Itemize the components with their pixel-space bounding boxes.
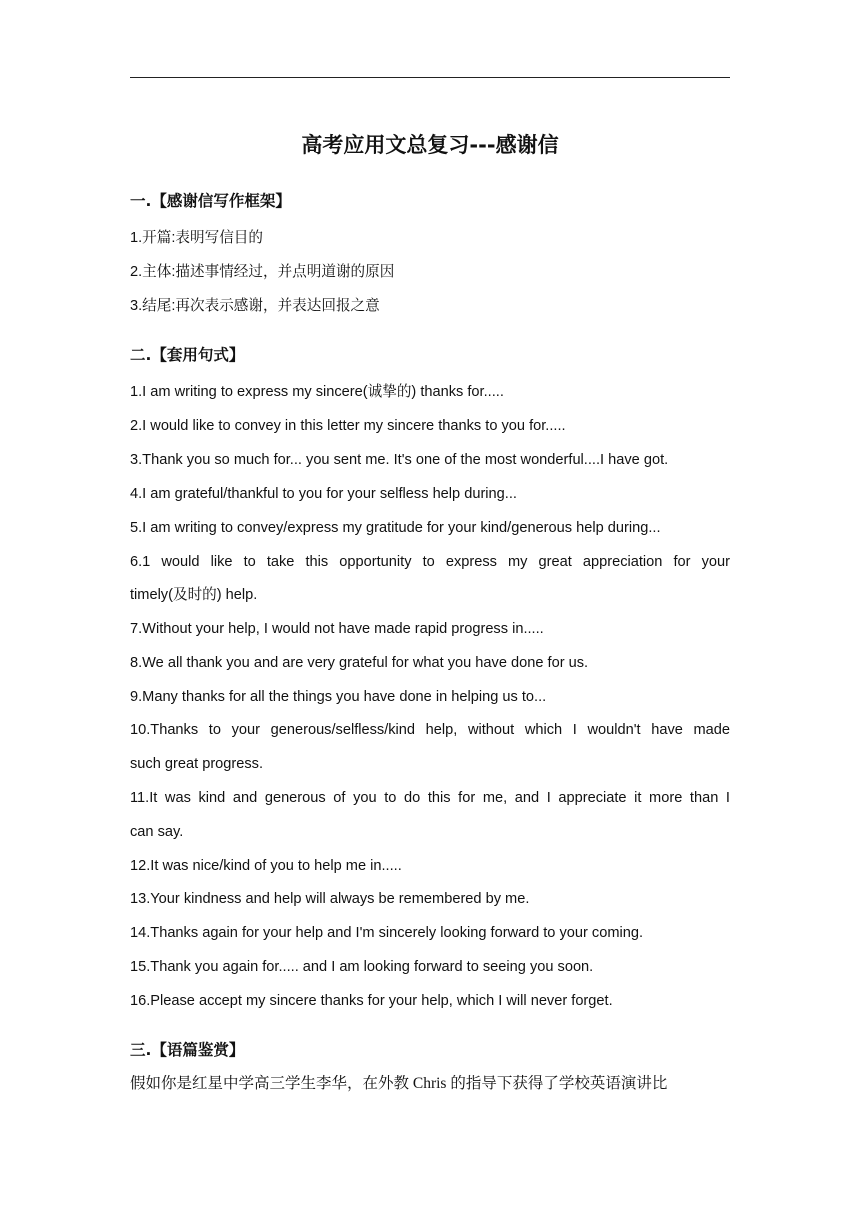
pattern-line-7: 7.Without your help, I would not have made rapid progress in..... (130, 621, 544, 637)
header-rule (130, 77, 730, 78)
pattern-line-6a: 6.1 would like to take this opportunity to express my great appreciation for your (130, 554, 730, 570)
framework-line-3: 3.结尾:再次表示感谢，并表达回报之意 (130, 298, 380, 314)
pattern-line-16: 16.Please accept my sincere thanks for your help, which I will never forget. (130, 993, 613, 1009)
pattern-line-10a: 10.Thanks to your generous/selfless/kind help, without which I wouldn't have made (130, 722, 730, 738)
pattern-line-12: 12.It was nice/kind of you to help me in..... (130, 858, 402, 874)
pattern-line-11b: can say. (130, 824, 184, 840)
section-heading-sentence-patterns: 二.【套用句式】 (130, 346, 245, 364)
framework-line-1: 1.开篇:表明写信目的 (130, 230, 263, 246)
pattern-line-5: 5.I am writing to convey/express my gratitude for your kind/generous help during... (130, 520, 661, 536)
framework-line-2: 2.主体:描述事情经过，并点明道谢的原因 (130, 264, 395, 280)
pattern-line-13: 13.Your kindness and help will always be remembered by me. (130, 891, 530, 907)
pattern-line-9: 9.Many thanks for all the things you have done in helping us to... (130, 689, 547, 705)
section-heading-framework: 一.【感谢信写作框架】 (130, 192, 291, 210)
pattern-line-4: 4.I am grateful/thankful to you for your selfless help during... (130, 486, 517, 502)
pattern-line-8: 8.We all thank you and are very grateful for what you have done for us. (130, 655, 589, 671)
pattern-line-14: 14.Thanks again for your help and I'm sincerely looking forward to your coming. (130, 925, 644, 941)
pattern-line-10b: such great progress. (130, 756, 264, 772)
section-heading-text-appreciation: 三.【语篇鉴赏】 (130, 1041, 245, 1059)
document-title: 高考应用文总复习---感谢信 (301, 133, 559, 157)
pattern-line-2: 2.I would like to convey in this letter my sincere thanks to you for..... (130, 418, 566, 434)
appreciation-paragraph-line-1: 假如你是红星中学高三学生李华，在外教 Chris 的指导下获得了学校英语演讲比 (130, 1075, 668, 1092)
pattern-line-6b: timely(及时的) help. (130, 587, 258, 603)
pattern-line-3: 3.Thank you so much for... you sent me. It's one of the most wonderful....I have got. (130, 452, 669, 468)
pattern-line-15: 15.Thank you again for..... and I am looking forward to seeing you soon. (130, 959, 594, 975)
pattern-line-11a: 11.It was kind and generous of you to do this for me, and I appreciate it more than I (130, 790, 730, 806)
pattern-line-1: 1.I am writing to express my sincere(诚挚的) thanks for..... (130, 384, 504, 400)
